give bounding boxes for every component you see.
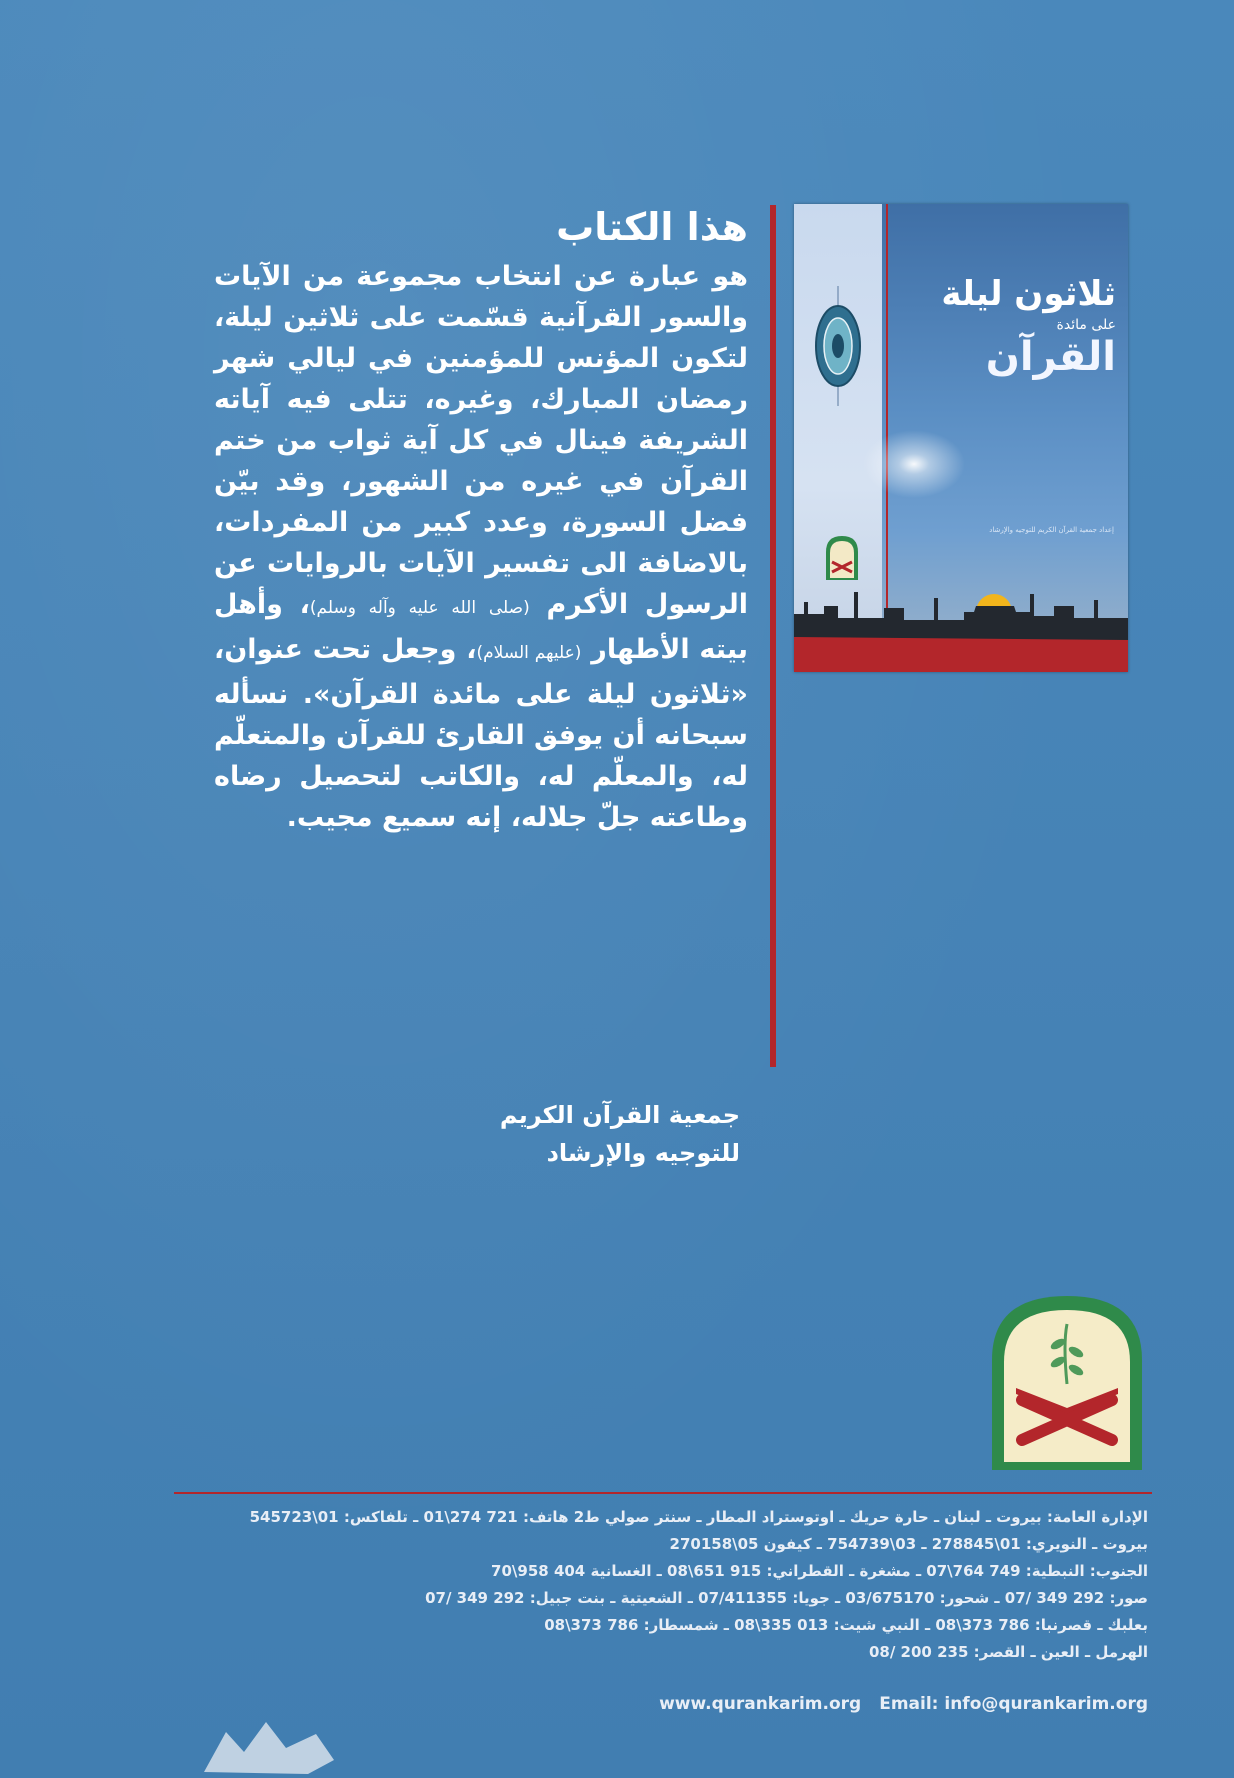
signature-line1: جمعية القرآن الكريم: [499, 1101, 740, 1129]
contact-line: بعلبك ـ قصرنبا: 786 373\08 ـ النبي شيت: 013 335\08 ـ شمسطار: 786 373\08: [544, 1616, 1148, 1634]
book-cover-image: [794, 204, 1128, 672]
scuff-mark: [196, 1712, 376, 1778]
signature: [320, 1096, 740, 1172]
description-p1c: ، وجعل تحت عنوان، «ثلاثون ليلة على مائدة القرآن».: [214, 634, 749, 710]
description-heading: هذا الكتاب: [556, 205, 748, 249]
description-p1: هو عبارة عن انتخاب مجموعة من الآيات والسور القرآنية قسّمت على ثلاثين ليلة، لتكون المؤنس للمؤمنين في ليالي شهر رمضان المبارك، وغيره، تتلى فيه آياته الشريفة فينال في كل آية ثواب من ختم القرآن في غيره من الشهور، وقد بيّن فضل السورة، وعدد كبير من المفردات، بالاضافة الى تفسير الآيات بالروايات عن الرسول الأكرم: [214, 261, 748, 620]
email-link[interactable]: Email: info@qurankarim.org: [879, 1694, 1148, 1714]
contact-line: صور: 292 349 /07 ـ شحور: 03/675170 ـ جويا: 07/411355 ـ الشعيتية ـ بنت جبيل: 292 349 /07: [425, 1589, 1148, 1607]
salawat-text: (صلى الله عليه وآله وسلم): [309, 598, 530, 618]
contact-line: الجنوب: النبطية: 749 764\07 ـ مشغرة ـ القطراني: 915 651\08 ـ الغسانية 404 958\70: [491, 1562, 1148, 1580]
cover-title: [886, 274, 1116, 380]
contact-line: الإدارة العامة: بيروت ـ لبنان ـ حارة حريك ـ اوتوستراد المطار ـ سنتر صولي ط2 هاتف: 721 274\01 ـ تلفاكس: 01\545723: [249, 1508, 1148, 1526]
ornament-icon: [808, 286, 868, 406]
signature-line2: للتوجيه والإرشاد: [546, 1139, 740, 1167]
cover-title-line2: على مائدة: [1056, 317, 1116, 333]
quran-stand-emblem-icon: [986, 1290, 1148, 1470]
website-link[interactable]: www.qurankarim.org: [659, 1694, 862, 1714]
footer-divider: [174, 1492, 1152, 1494]
cover-light-glow: [854, 424, 974, 504]
description-paragraph: [214, 256, 748, 838]
web-contacts: [640, 1694, 1148, 1714]
description-column: [214, 204, 748, 838]
contact-line: بيروت ـ النويري: 01\278845 ـ 03\754739 ـ كيفون 05\270158: [669, 1535, 1148, 1553]
cover-publisher: إعداد جمعية القرآن الكريم للتوجيه والإرشاد: [989, 526, 1114, 534]
cover-title-line3: القرآن: [985, 334, 1116, 380]
contacts-block: [150, 1504, 1148, 1666]
description-p1b: ، وأهل بيته الأطهار: [214, 589, 748, 665]
description-p2: نسأله سبحانه أن يوفق القارئ للقرآن والمتعلّم له، والمعلّم له، والكاتب لتحصيل رضاه وطاعته جلّ جلاله، إنه سميع مجيب.: [214, 679, 748, 833]
contact-line: الهرمل ـ العين ـ القصر: 235 200 /08: [868, 1643, 1148, 1661]
cover-title-line1: ثلاثون ليلة: [941, 274, 1116, 314]
cover-skyline-icon: [794, 562, 1128, 672]
salam-text: (عليهم السلام): [476, 643, 582, 663]
vertical-divider: [770, 205, 776, 1067]
